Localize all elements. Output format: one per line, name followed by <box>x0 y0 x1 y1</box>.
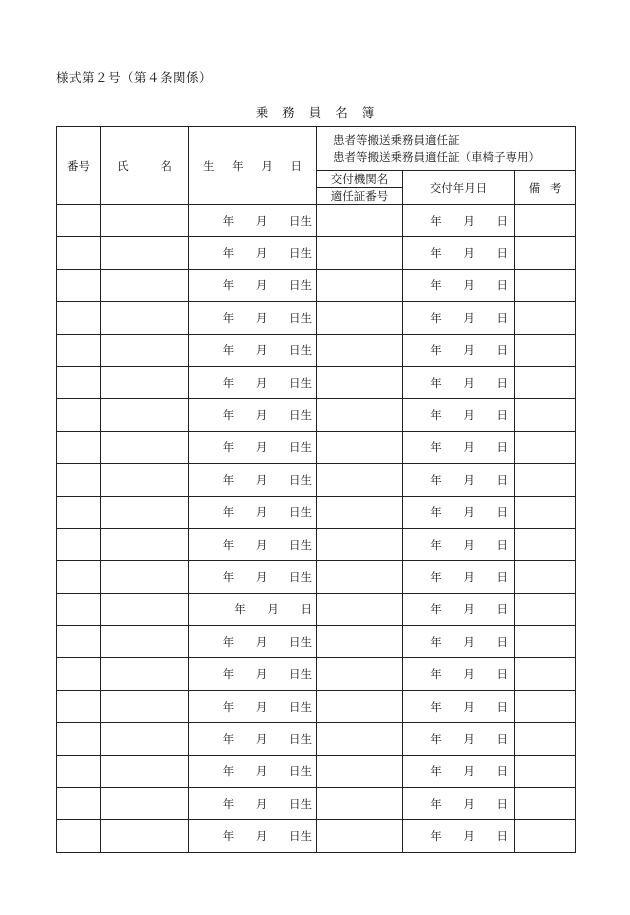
cell-name[interactable] <box>101 820 189 852</box>
form-number: 様式第２号（第４条関係） <box>56 70 213 85</box>
cell-number[interactable] <box>57 755 101 787</box>
cell-name[interactable] <box>101 366 189 398</box>
cell-birthdate[interactable]: 年 月 日生 <box>189 237 317 269</box>
cell-remarks[interactable] <box>515 496 576 528</box>
cell-birthdate[interactable]: 年 月 日生 <box>189 528 317 560</box>
cell-issue-date[interactable]: 年 月 日 <box>403 593 515 625</box>
cell-issue-date[interactable]: 年 月 日 <box>403 820 515 852</box>
header-number: 番号 <box>57 127 101 205</box>
cell-number[interactable] <box>57 431 101 463</box>
cell-number[interactable] <box>57 399 101 431</box>
cell-name[interactable] <box>101 690 189 722</box>
cell-number[interactable] <box>57 723 101 755</box>
cell-issuing-agency-cert-number[interactable] <box>317 302 403 334</box>
cell-number[interactable] <box>57 528 101 560</box>
cell-birthdate[interactable]: 年 月 日生 <box>189 496 317 528</box>
cell-issue-date[interactable]: 年 月 日 <box>403 658 515 690</box>
cell-number[interactable] <box>57 464 101 496</box>
cell-number[interactable] <box>57 269 101 301</box>
table-row <box>57 658 576 690</box>
cell-name[interactable] <box>101 237 189 269</box>
table-row <box>57 431 576 463</box>
cell-number[interactable] <box>57 626 101 658</box>
table-row <box>57 593 576 625</box>
cell-remarks[interactable] <box>515 431 576 463</box>
cell-issuing-agency-cert-number[interactable] <box>317 626 403 658</box>
cell-issuing-agency-cert-number[interactable] <box>317 788 403 820</box>
cell-remarks[interactable] <box>515 334 576 366</box>
cell-birthdate[interactable]: 年 月 日生 <box>189 205 317 237</box>
table-row <box>57 237 576 269</box>
table-row <box>57 496 576 528</box>
cell-birthdate[interactable]: 年 月 日生 <box>189 302 317 334</box>
cell-remarks[interactable] <box>515 269 576 301</box>
cell-remarks[interactable] <box>515 626 576 658</box>
cell-issuing-agency-cert-number[interactable] <box>317 496 403 528</box>
table-row <box>57 690 576 722</box>
cell-name[interactable] <box>101 334 189 366</box>
cell-issuing-agency-cert-number[interactable] <box>317 431 403 463</box>
cell-issue-date[interactable]: 年 月 日 <box>403 755 515 787</box>
cell-name[interactable] <box>101 658 189 690</box>
cell-issuing-agency-cert-number[interactable] <box>317 205 403 237</box>
cell-remarks[interactable] <box>515 399 576 431</box>
cell-issuing-agency-cert-number[interactable] <box>317 237 403 269</box>
cell-name[interactable] <box>101 431 189 463</box>
cell-name[interactable] <box>101 561 189 593</box>
cell-issue-date[interactable]: 年 月 日 <box>403 626 515 658</box>
cell-name[interactable] <box>101 496 189 528</box>
header-cert-type-standard: 患者等搬送乗務員適任証 <box>333 132 460 147</box>
cell-number[interactable] <box>57 496 101 528</box>
cell-birthdate[interactable]: 年 月 日生 <box>189 464 317 496</box>
document-title: 乗 務 員 名 簿 <box>255 105 375 120</box>
cell-birthdate[interactable]: 年 月 日生 <box>189 334 317 366</box>
cell-remarks[interactable] <box>515 302 576 334</box>
cell-number[interactable] <box>57 366 101 398</box>
cell-birthdate[interactable]: 年 月 日生 <box>189 561 317 593</box>
cell-name[interactable] <box>101 788 189 820</box>
cell-issue-date[interactable]: 年 月 日 <box>403 464 515 496</box>
table-row <box>57 528 576 560</box>
header-name: 氏 名 <box>101 127 189 205</box>
table-row <box>57 366 576 398</box>
cell-issue-date[interactable]: 年 月 日 <box>403 399 515 431</box>
cell-number[interactable] <box>57 690 101 722</box>
cell-name[interactable] <box>101 528 189 560</box>
cell-remarks[interactable] <box>515 561 576 593</box>
cell-remarks[interactable] <box>515 820 576 852</box>
cell-name[interactable] <box>101 269 189 301</box>
cell-remarks[interactable] <box>515 593 576 625</box>
cell-birthdate[interactable]: 年 月 日 <box>189 593 317 625</box>
cell-issuing-agency-cert-number[interactable] <box>317 528 403 560</box>
cell-issuing-agency-cert-number[interactable] <box>317 820 403 852</box>
cell-birthdate[interactable]: 年 月 日生 <box>189 755 317 787</box>
table-row <box>57 205 576 237</box>
cell-issuing-agency-cert-number[interactable] <box>317 399 403 431</box>
cell-issuing-agency-cert-number[interactable] <box>317 723 403 755</box>
cell-issue-date[interactable]: 年 月 日 <box>403 561 515 593</box>
cell-birthdate[interactable]: 年 月 日生 <box>189 269 317 301</box>
cell-issue-date[interactable]: 年 月 日 <box>403 723 515 755</box>
cell-name[interactable] <box>101 302 189 334</box>
cell-number[interactable] <box>57 658 101 690</box>
cell-issuing-agency-cert-number[interactable] <box>317 334 403 366</box>
cell-number[interactable] <box>57 788 101 820</box>
header-issue-date: 交付年月日 <box>403 171 515 205</box>
cell-issuing-agency-cert-number[interactable] <box>317 593 403 625</box>
cell-issue-date[interactable]: 年 月 日 <box>403 269 515 301</box>
header-cert-number: 適任証番号 <box>317 188 403 205</box>
table-row <box>57 626 576 658</box>
cell-birthdate[interactable]: 年 月 日生 <box>189 366 317 398</box>
cell-remarks[interactable] <box>515 690 576 722</box>
cell-issuing-agency-cert-number[interactable] <box>317 755 403 787</box>
cell-issuing-agency-cert-number[interactable] <box>317 658 403 690</box>
cell-number[interactable] <box>57 205 101 237</box>
cell-issue-date[interactable]: 年 月 日 <box>403 334 515 366</box>
cell-issue-date[interactable]: 年 月 日 <box>403 237 515 269</box>
cell-issuing-agency-cert-number[interactable] <box>317 366 403 398</box>
cell-birthdate[interactable]: 年 月 日生 <box>189 690 317 722</box>
cell-name[interactable] <box>101 723 189 755</box>
header-row-1 <box>57 127 576 171</box>
table-row <box>57 820 576 852</box>
cell-remarks[interactable] <box>515 366 576 398</box>
cell-remarks[interactable] <box>515 755 576 787</box>
cell-number[interactable] <box>57 302 101 334</box>
cell-remarks[interactable] <box>515 464 576 496</box>
cell-birthdate[interactable]: 年 月 日生 <box>189 626 317 658</box>
cell-name[interactable] <box>101 593 189 625</box>
cell-name[interactable] <box>101 626 189 658</box>
cell-remarks[interactable] <box>515 528 576 560</box>
crew-roster-table <box>56 126 576 853</box>
cell-name[interactable] <box>101 205 189 237</box>
cell-name[interactable] <box>101 755 189 787</box>
cell-issue-date[interactable]: 年 月 日 <box>403 788 515 820</box>
header-cert-type-wheelchair: 患者等搬送乗務員適任証（車椅子専用） <box>333 149 540 164</box>
cell-issuing-agency-cert-number[interactable] <box>317 690 403 722</box>
cell-remarks[interactable] <box>515 788 576 820</box>
cell-issue-date[interactable]: 年 月 日 <box>403 205 515 237</box>
cell-number[interactable] <box>57 593 101 625</box>
table-row <box>57 723 576 755</box>
cell-number[interactable] <box>57 561 101 593</box>
header-birthdate: 生 年 月 日 <box>189 127 317 205</box>
cell-remarks[interactable] <box>515 658 576 690</box>
cell-birthdate[interactable]: 年 月 日生 <box>189 723 317 755</box>
cell-number[interactable] <box>57 334 101 366</box>
table-row <box>57 399 576 431</box>
cell-number[interactable] <box>57 237 101 269</box>
table-row <box>57 561 576 593</box>
cell-remarks[interactable] <box>515 723 576 755</box>
cell-remarks[interactable] <box>515 205 576 237</box>
cell-issuing-agency-cert-number[interactable] <box>317 464 403 496</box>
cell-issue-date[interactable]: 年 月 日 <box>403 528 515 560</box>
cell-issue-date[interactable]: 年 月 日 <box>403 431 515 463</box>
cell-name[interactable] <box>101 399 189 431</box>
table-row <box>57 788 576 820</box>
table-row <box>57 334 576 366</box>
header-remarks: 備 考 <box>515 171 576 205</box>
cell-issue-date[interactable]: 年 月 日 <box>403 366 515 398</box>
cell-issuing-agency-cert-number[interactable] <box>317 269 403 301</box>
cell-birthdate[interactable]: 年 月 日生 <box>189 788 317 820</box>
cell-issuing-agency-cert-number[interactable] <box>317 561 403 593</box>
cell-birthdate[interactable]: 年 月 日生 <box>189 399 317 431</box>
cell-name[interactable] <box>101 464 189 496</box>
cell-issue-date[interactable]: 年 月 日 <box>403 690 515 722</box>
header-cert-types <box>317 127 576 171</box>
cell-remarks[interactable] <box>515 237 576 269</box>
table-row <box>57 302 576 334</box>
table-row <box>57 464 576 496</box>
cell-issue-date[interactable]: 年 月 日 <box>403 302 515 334</box>
cell-birthdate[interactable]: 年 月 日生 <box>189 820 317 852</box>
cell-issue-date[interactable]: 年 月 日 <box>403 496 515 528</box>
cell-number[interactable] <box>57 820 101 852</box>
table-row <box>57 269 576 301</box>
cell-birthdate[interactable]: 年 月 日生 <box>189 658 317 690</box>
table-row <box>57 755 576 787</box>
cell-birthdate[interactable]: 年 月 日生 <box>189 431 317 463</box>
header-issuing-agency: 交付機関名 <box>317 171 403 188</box>
